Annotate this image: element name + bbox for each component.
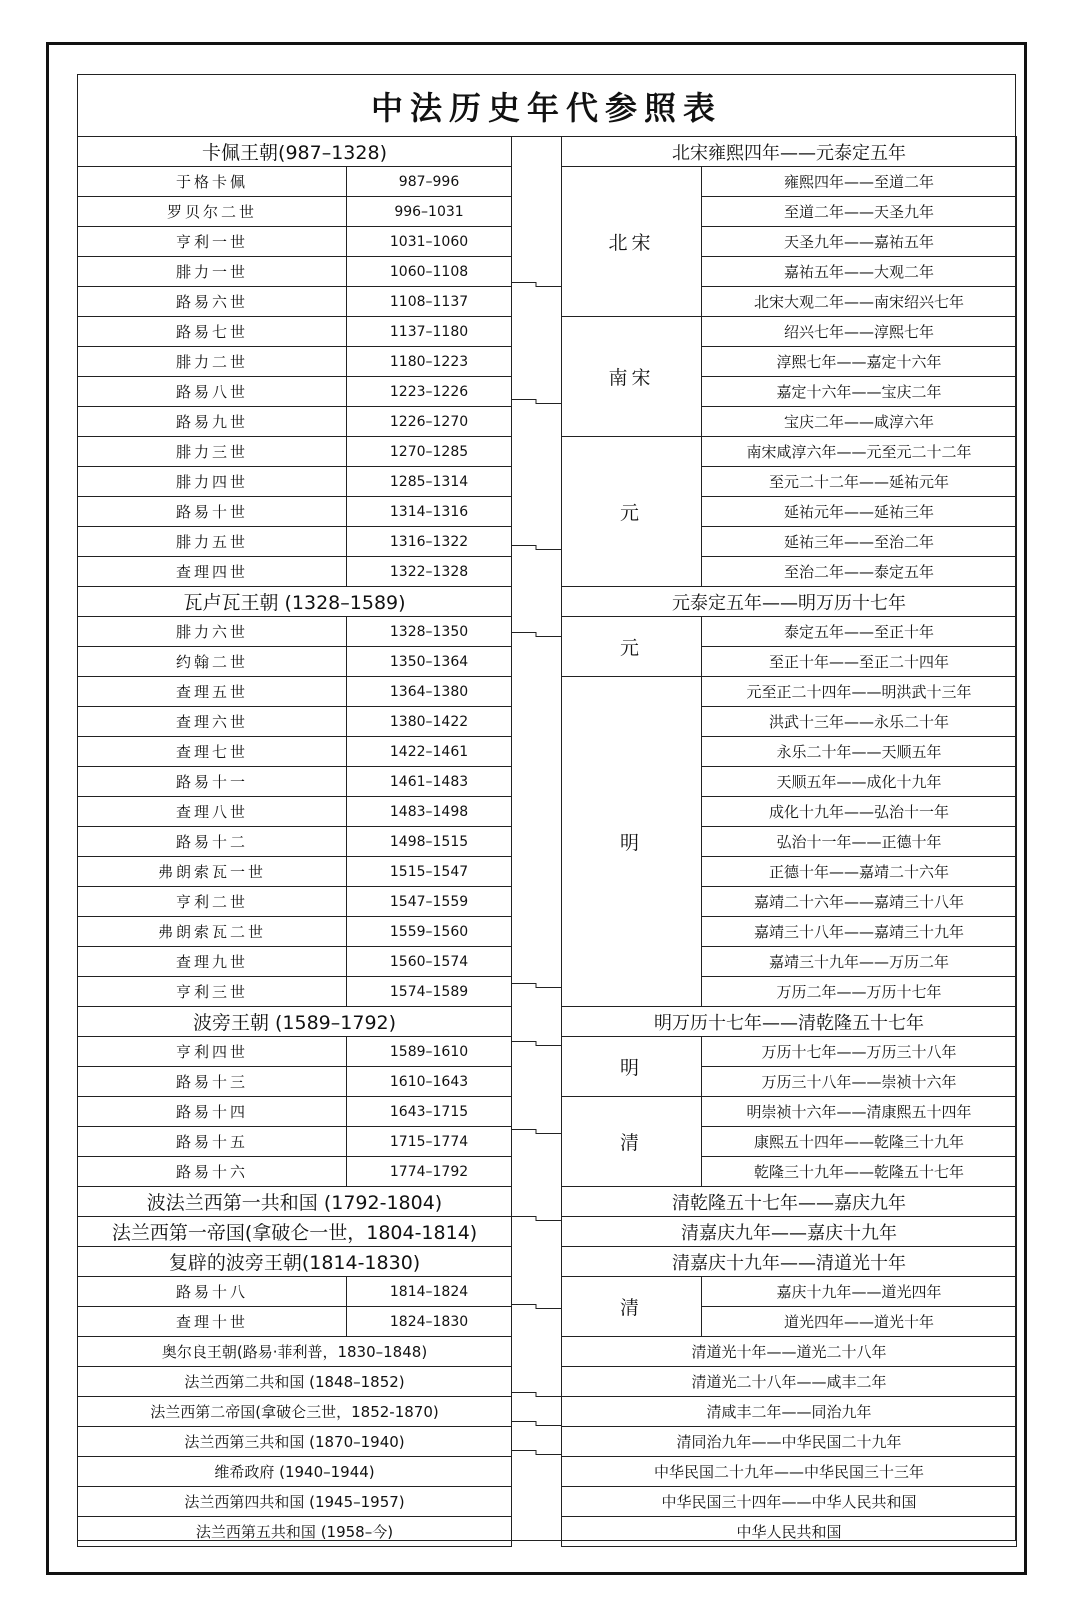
- table-row: [78, 1367, 512, 1397]
- era-range: 元至正二十四年——明洪武十三年: [702, 677, 1017, 707]
- table-row: [562, 1397, 1017, 1427]
- ruler-name: 路易九世: [78, 407, 347, 437]
- table-row: [562, 1337, 1017, 1367]
- dynasty-cell: 明: [562, 1037, 702, 1097]
- connector-line: [511, 546, 561, 550]
- ruler-name: 亨利四世: [78, 1037, 347, 1067]
- reign-years: 1643–1715: [347, 1097, 512, 1127]
- era-range: 永乐二十年——天顺五年: [702, 737, 1017, 767]
- table-row: [78, 887, 512, 917]
- ruler-name: 路易十四: [78, 1097, 347, 1127]
- dynasty-header: 复辟的波旁王朝(1814-1830): [78, 1247, 512, 1277]
- regime-row: 维希政府 (1940–1944): [78, 1457, 512, 1487]
- ruler-name: 查理四世: [78, 557, 347, 587]
- ruler-name: 弗朗索瓦一世: [78, 857, 347, 887]
- regime-row: 法兰西第二帝国(拿破仑三世，1852-1870): [78, 1397, 512, 1427]
- table-row: [78, 257, 512, 287]
- connector-line: [511, 1451, 561, 1455]
- reign-years: 1137–1180: [347, 317, 512, 347]
- connector-line: [511, 1422, 561, 1426]
- table-row: [78, 947, 512, 977]
- table-row: [78, 407, 512, 437]
- dynasty-cell: 北宋: [562, 167, 702, 317]
- table-row: [78, 1247, 512, 1277]
- table-row: [78, 527, 512, 557]
- connector-line: [511, 1217, 561, 1221]
- era-range: 天顺五年——成化十九年: [702, 767, 1017, 797]
- dynasty-header: 卡佩王朝(987–1328): [78, 137, 512, 167]
- period-header: 元泰定五年——明万历十七年: [562, 587, 1017, 617]
- dynasty-cell: 清: [562, 1097, 702, 1187]
- period-row: 中华人民共和国: [562, 1517, 1017, 1547]
- era-range: 洪武十三年——永乐二十年: [702, 707, 1017, 737]
- table-row: [78, 1217, 512, 1247]
- reign-years: 1226–1270: [347, 407, 512, 437]
- reign-years: 1498–1515: [347, 827, 512, 857]
- era-range: 成化十九年——弘治十一年: [702, 797, 1017, 827]
- era-range: 宝庆二年——咸淳六年: [702, 407, 1017, 437]
- ruler-name: 查理九世: [78, 947, 347, 977]
- table-row: [562, 1487, 1017, 1517]
- ruler-name: 路易十八: [78, 1277, 347, 1307]
- table-row: [78, 617, 512, 647]
- ruler-name: 路易十世: [78, 497, 347, 527]
- regime-row: 法兰西第五共和国 (1958–今): [78, 1517, 512, 1547]
- ruler-name: 路易十一: [78, 767, 347, 797]
- china-era-table: [561, 136, 1017, 1547]
- reign-years: 1589–1610: [347, 1037, 512, 1067]
- reign-years: 1328–1350: [347, 617, 512, 647]
- era-range: 天圣九年——嘉祐五年: [702, 227, 1017, 257]
- table-row: [562, 167, 1017, 197]
- era-range: 至治二年——泰定五年: [702, 557, 1017, 587]
- table-row: [78, 1457, 512, 1487]
- reign-years: 1285–1314: [347, 467, 512, 497]
- era-range: 嘉靖二十六年——嘉靖三十八年: [702, 887, 1017, 917]
- table-row: [562, 617, 1017, 647]
- regime-row: 法兰西第四共和国 (1945–1957): [78, 1487, 512, 1517]
- era-range: 嘉庆十九年——道光四年: [702, 1277, 1017, 1307]
- table-row: [78, 1427, 512, 1457]
- era-range: 延祐三年——至治二年: [702, 527, 1017, 557]
- france-dynasty-table: [77, 136, 512, 1547]
- reign-years: 1364–1380: [347, 677, 512, 707]
- reign-years: 1270–1285: [347, 437, 512, 467]
- connector-line: [511, 1130, 561, 1134]
- table-row: [562, 1457, 1017, 1487]
- connector-lines: [511, 136, 561, 1541]
- page-title: 中法历史年代参照表: [370, 88, 722, 127]
- table-row: [78, 977, 512, 1007]
- ruler-name: 查理十世: [78, 1307, 347, 1337]
- reign-years: 1380–1422: [347, 707, 512, 737]
- table-row: [562, 437, 1017, 467]
- table-row: [78, 497, 512, 527]
- table-row: [562, 1097, 1017, 1127]
- reign-years: 1031–1060: [347, 227, 512, 257]
- era-range: 明崇祯十六年——清康熙五十四年: [702, 1097, 1017, 1127]
- period-row: 中华民国三十四年——中华人民共和国: [562, 1487, 1017, 1517]
- table-row: [78, 827, 512, 857]
- ruler-name: 路易十三: [78, 1067, 347, 1097]
- dynasty-cell: 明: [562, 677, 702, 1007]
- reign-years: 1180–1223: [347, 347, 512, 377]
- reign-years: 1814–1824: [347, 1277, 512, 1307]
- table-row: [78, 167, 512, 197]
- era-range: 嘉祐五年——大观二年: [702, 257, 1017, 287]
- reign-years: 987–996: [347, 167, 512, 197]
- era-range: 嘉定十六年——宝庆二年: [702, 377, 1017, 407]
- table-row: [562, 677, 1017, 707]
- period-header: 明万历十七年——清乾隆五十七年: [562, 1007, 1017, 1037]
- table-row: [78, 1517, 512, 1547]
- ruler-name: 于格卡佩: [78, 167, 347, 197]
- ruler-name: 腓力六世: [78, 617, 347, 647]
- china-table: [561, 136, 1016, 1547]
- table-row: [78, 347, 512, 377]
- table-row: [78, 1097, 512, 1127]
- france-table: [77, 136, 511, 1547]
- era-range: 泰定五年——至正十年: [702, 617, 1017, 647]
- reign-years: 1483–1498: [347, 797, 512, 827]
- regime-row: 法兰西第三共和国 (1870–1940): [78, 1427, 512, 1457]
- reign-years: 1515–1547: [347, 857, 512, 887]
- reign-years: 1461–1483: [347, 767, 512, 797]
- ruler-name: 腓力四世: [78, 467, 347, 497]
- era-range: 嘉靖三十九年——万历二年: [702, 947, 1017, 977]
- period-row: 中华民国二十九年——中华民国三十三年: [562, 1457, 1017, 1487]
- reign-years: 1223–1226: [347, 377, 512, 407]
- table-row: [78, 587, 512, 617]
- reign-years: 1560–1574: [347, 947, 512, 977]
- era-range: 延祐元年——延祐三年: [702, 497, 1017, 527]
- reign-years: 1547–1559: [347, 887, 512, 917]
- ruler-name: 腓力五世: [78, 527, 347, 557]
- era-range: 北宋大观二年——南宋绍兴七年: [702, 287, 1017, 317]
- period-header: 清乾隆五十七年——嘉庆九年: [562, 1187, 1017, 1217]
- ruler-name: 查理六世: [78, 707, 347, 737]
- connector-column: [511, 136, 561, 1541]
- table-row: [78, 317, 512, 347]
- table-row: [78, 197, 512, 227]
- dynasty-cell: 南宋: [562, 317, 702, 437]
- reign-years: 1422–1461: [347, 737, 512, 767]
- table-row: [78, 137, 512, 167]
- dynasty-header: 波法兰西第一共和国 (1792-1804): [78, 1187, 512, 1217]
- table-row: [78, 737, 512, 767]
- table-row: [78, 287, 512, 317]
- table-row: [78, 1067, 512, 1097]
- reign-years: 1316–1322: [347, 527, 512, 557]
- period-row: 清道光二十八年——咸丰二年: [562, 1367, 1017, 1397]
- ruler-name: 路易十六: [78, 1157, 347, 1187]
- era-range: 万历二年——万历十七年: [702, 977, 1017, 1007]
- period-header: 清嘉庆九年——嘉庆十九年: [562, 1217, 1017, 1247]
- period-row: 清同治九年——中华民国二十九年: [562, 1427, 1017, 1457]
- dynasty-header: 瓦卢瓦王朝 (1328–1589): [78, 587, 512, 617]
- ruler-name: 腓力三世: [78, 437, 347, 467]
- ruler-name: 罗贝尔二世: [78, 197, 347, 227]
- connector-line: [511, 1305, 561, 1309]
- ruler-name: 路易八世: [78, 377, 347, 407]
- connector-line: [511, 1042, 561, 1046]
- regime-row: 奥尔良王朝(路易·菲利普，1830–1848): [78, 1337, 512, 1367]
- era-range: 康熙五十四年——乾隆三十九年: [702, 1127, 1017, 1157]
- reign-years: 1060–1108: [347, 257, 512, 287]
- era-range: 正德十年——嘉靖二十六年: [702, 857, 1017, 887]
- table-row: [562, 1187, 1017, 1217]
- ruler-name: 查理七世: [78, 737, 347, 767]
- ruler-name: 弗朗索瓦二世: [78, 917, 347, 947]
- era-range: 雍熙四年——至道二年: [702, 167, 1017, 197]
- ruler-name: 腓力一世: [78, 257, 347, 287]
- ruler-name: 约翰二世: [78, 647, 347, 677]
- dynasty-cell: 元: [562, 437, 702, 587]
- reign-years: 1314–1316: [347, 497, 512, 527]
- table-row: [78, 1487, 512, 1517]
- connector-line: [511, 283, 561, 287]
- table-row: [78, 677, 512, 707]
- dynasty-header: 波旁王朝 (1589–1792): [78, 1007, 512, 1037]
- table-row: [78, 467, 512, 497]
- reign-years: 1715–1774: [347, 1127, 512, 1157]
- table-row: [562, 1277, 1017, 1307]
- reign-years: 1574–1589: [347, 977, 512, 1007]
- table-row: [562, 587, 1017, 617]
- era-range: 绍兴七年——淳熙七年: [702, 317, 1017, 347]
- table-row: [78, 1307, 512, 1337]
- era-range: 淳熙七年——嘉定十六年: [702, 347, 1017, 377]
- table-row: [78, 1187, 512, 1217]
- table-row: [78, 557, 512, 587]
- era-range: 至道二年——天圣九年: [702, 197, 1017, 227]
- table-row: [78, 1337, 512, 1367]
- table-row: [562, 1007, 1017, 1037]
- ruler-name: 查理五世: [78, 677, 347, 707]
- table-row: [78, 1397, 512, 1427]
- era-range: 万历十七年——万历三十八年: [702, 1037, 1017, 1067]
- period-row: 清咸丰二年——同治九年: [562, 1397, 1017, 1427]
- table-row: [562, 317, 1017, 347]
- reign-years: 1774–1792: [347, 1157, 512, 1187]
- connector-line: [511, 633, 561, 637]
- era-range: 弘治十一年——正德十年: [702, 827, 1017, 857]
- dynasty-cell: 清: [562, 1277, 702, 1337]
- connector-line: [511, 984, 561, 988]
- period-row: 清道光十年——道光二十八年: [562, 1337, 1017, 1367]
- dynasty-header: 法兰西第一帝国(拿破仑一世，1804-1814): [78, 1217, 512, 1247]
- period-header: 清嘉庆十九年——清道光十年: [562, 1247, 1017, 1277]
- ruler-name: 路易七世: [78, 317, 347, 347]
- table-row: [78, 227, 512, 257]
- table-row: [562, 1247, 1017, 1277]
- table-row: [78, 797, 512, 827]
- ruler-name: 亨利二世: [78, 887, 347, 917]
- reign-years: 1350–1364: [347, 647, 512, 677]
- ruler-name: 腓力二世: [78, 347, 347, 377]
- table-row: [562, 1037, 1017, 1067]
- era-range: 道光四年——道光十年: [702, 1307, 1017, 1337]
- dynasty-cell: 元: [562, 617, 702, 677]
- regime-row: 法兰西第二共和国 (1848–1852): [78, 1367, 512, 1397]
- connector-line: [511, 1393, 561, 1397]
- reign-years: 996–1031: [347, 197, 512, 227]
- ruler-name: 路易六世: [78, 287, 347, 317]
- ruler-name: 亨利三世: [78, 977, 347, 1007]
- era-range: 乾隆三十九年——乾隆五十七年: [702, 1157, 1017, 1187]
- table-row: [562, 137, 1017, 167]
- ruler-name: 路易十五: [78, 1127, 347, 1157]
- era-range: 至正十年——至正二十四年: [702, 647, 1017, 677]
- table-row: [78, 767, 512, 797]
- table-row: [562, 1427, 1017, 1457]
- table-row: [78, 707, 512, 737]
- ruler-name: 亨利一世: [78, 227, 347, 257]
- table-row: [562, 1217, 1017, 1247]
- table-row: [78, 647, 512, 677]
- table-row: [78, 917, 512, 947]
- era-range: 至元二十二年——延祐元年: [702, 467, 1017, 497]
- table-row: [78, 1157, 512, 1187]
- table-row: [78, 1127, 512, 1157]
- reign-years: 1108–1137: [347, 287, 512, 317]
- era-range: 南宋咸淳六年——元至元二十二年: [702, 437, 1017, 467]
- table-row: [78, 377, 512, 407]
- ruler-name: 查理八世: [78, 797, 347, 827]
- ruler-name: 路易十二: [78, 827, 347, 857]
- period-header: 北宋雍熙四年——元泰定五年: [562, 137, 1017, 167]
- table-row: [562, 1517, 1017, 1547]
- table-row: [78, 437, 512, 467]
- reign-years: 1559–1560: [347, 917, 512, 947]
- table-row: [78, 1277, 512, 1307]
- reign-years: 1322–1328: [347, 557, 512, 587]
- table-row: [78, 1037, 512, 1067]
- reign-years: 1824–1830: [347, 1307, 512, 1337]
- table-row: [78, 857, 512, 887]
- table-row: [78, 1007, 512, 1037]
- table-row: [562, 1367, 1017, 1397]
- era-range: 嘉靖三十八年——嘉靖三十九年: [702, 917, 1017, 947]
- reign-years: 1610–1643: [347, 1067, 512, 1097]
- connector-line: [511, 400, 561, 404]
- era-range: 万历三十八年——崇祯十六年: [702, 1067, 1017, 1097]
